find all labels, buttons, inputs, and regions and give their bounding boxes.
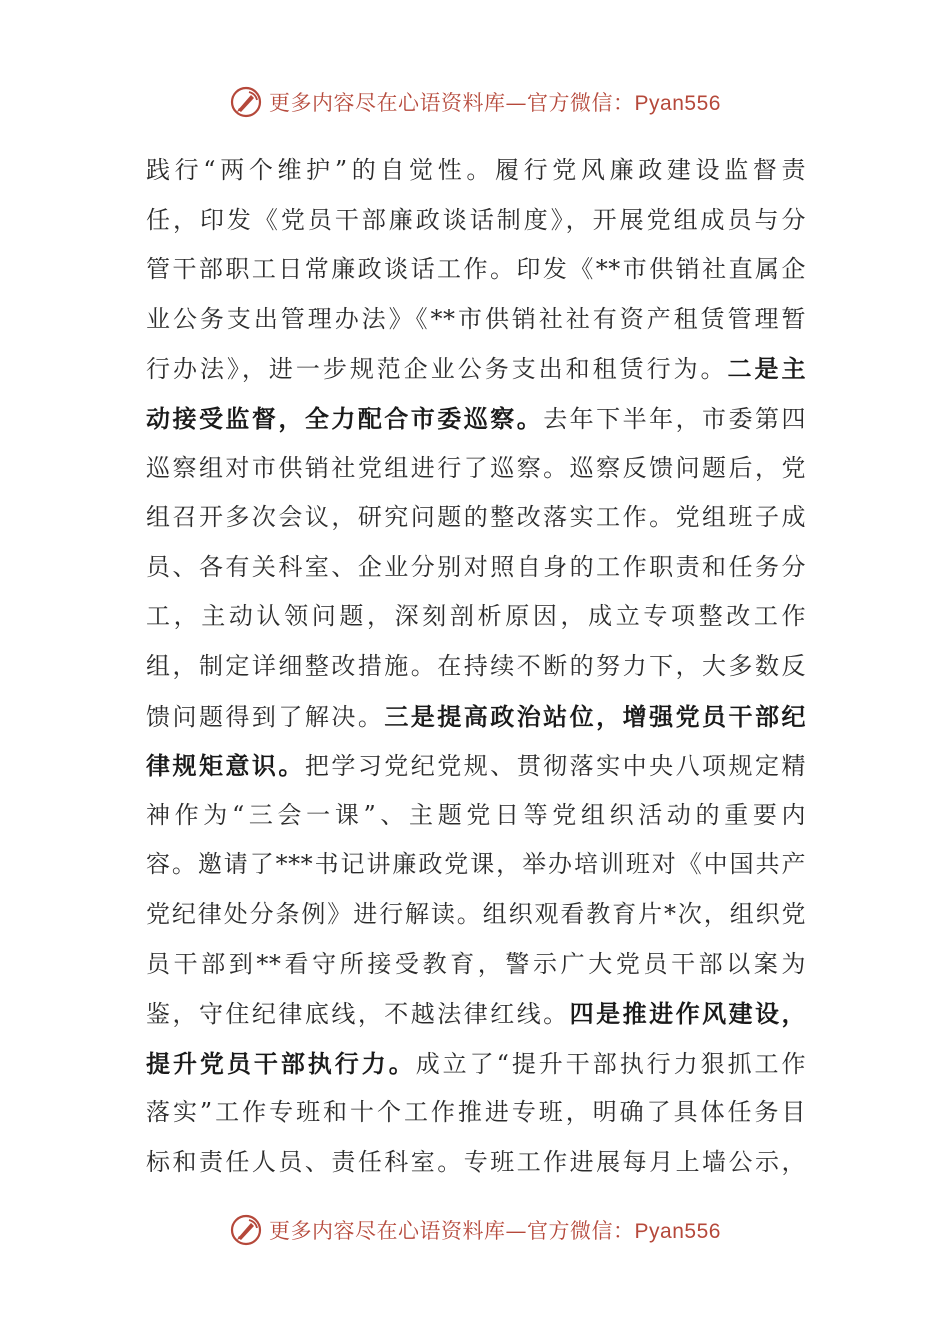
text-line bbox=[146, 196, 806, 246]
text-line bbox=[146, 741, 806, 791]
body-text-run: 馈问题得到了解决。 bbox=[146, 702, 385, 731]
body-text-run: 业公务支出管理办法》《**市供销社社有资产租赁管理暂 bbox=[146, 304, 806, 333]
body-text-run: 鉴，守住纪律底线，不越法律红线。 bbox=[146, 1000, 570, 1029]
text-line bbox=[146, 592, 806, 642]
text-line bbox=[146, 394, 806, 444]
bold-heading-text: 律规矩意识。 bbox=[146, 751, 305, 781]
body-text-run: 神作为“三会一课”、主题党日等党组织活动的重要内 bbox=[146, 800, 806, 829]
bold-heading-text: 二是主 bbox=[727, 354, 807, 384]
body-text-run: 标和责任人员、责任科室。专班工作进展每月上墙公示， bbox=[146, 1147, 806, 1176]
text-line bbox=[146, 692, 806, 742]
body-text-run: 行办法》，进一步规范企业公务支出和租赁行为。 bbox=[146, 355, 728, 384]
wechat-id: Pyan556 bbox=[634, 92, 721, 115]
text-line bbox=[146, 1039, 806, 1089]
bold-heading-text: 动接受监督，全力配合市委巡察。 bbox=[146, 403, 544, 433]
text-line bbox=[146, 791, 806, 841]
body-text-run: 把学习党纪党规、贯彻落实中央八项规定精 bbox=[304, 752, 806, 781]
body-text-run: 党纪律处分条例》进行解读。组织观看教育片*次，组织党 bbox=[146, 899, 806, 928]
header-watermark-text: 更多内容尽在心语资料库—官方微信：Pyan556 bbox=[269, 91, 721, 115]
text-line bbox=[146, 543, 806, 593]
text-line bbox=[146, 146, 806, 196]
body-text-run: 组，制定详细整改措施。在持续不断的努力下，大多数反 bbox=[146, 651, 806, 680]
text-line bbox=[146, 344, 806, 394]
text-line bbox=[146, 940, 806, 990]
body-text-run: 员、各有关科室、企业分别对照自身的工作职责和任务分 bbox=[146, 552, 806, 581]
body-text-run: 成立了“提升干部执行力狠抓工作 bbox=[415, 1049, 807, 1078]
bold-heading-text: 三是提高政治站位，增强党员干部纪 bbox=[384, 701, 806, 731]
pen-seal-logo-icon bbox=[229, 85, 263, 119]
body-text-run: 巡察组对市供销社党组进行了巡察。巡察反馈问题后，党 bbox=[146, 453, 806, 482]
text-line bbox=[146, 840, 806, 890]
text-line bbox=[146, 642, 806, 692]
text-line bbox=[146, 493, 806, 543]
text-line bbox=[146, 444, 806, 494]
text-line bbox=[146, 1088, 806, 1138]
body-text-run: 容。邀请了***书记讲廉政党课，举办培训班对《中国共产 bbox=[146, 850, 806, 879]
document-body bbox=[146, 146, 806, 1187]
text-line bbox=[146, 295, 806, 345]
body-text-run: 管干部职工日常廉政谈话工作。印发《**市供销社直属企 bbox=[146, 255, 806, 284]
body-text-run: 去年下半年，市委第四 bbox=[543, 404, 806, 433]
pen-seal-logo-icon bbox=[229, 1213, 263, 1247]
footer-watermark-text: 更多内容尽在心语资料库—官方微信：Pyan556 bbox=[269, 1219, 721, 1243]
text-line bbox=[146, 989, 806, 1039]
bold-heading-text: 四是推进作风建设， bbox=[569, 999, 807, 1029]
text-line bbox=[146, 890, 806, 940]
body-text-run: 组召开多次会议，研究问题的整改落实工作。党组班子成 bbox=[146, 503, 806, 532]
body-text-run: 任，印发《党员干部廉政谈话制度》，开展党组成员与分 bbox=[146, 205, 806, 234]
body-text-run: 工，主动认领问题，深刻剖析原因，成立专项整改工作 bbox=[146, 602, 806, 631]
wechat-id: Pyan556 bbox=[634, 1220, 721, 1243]
footer-watermark-banner bbox=[0, 1210, 950, 1250]
text-line bbox=[146, 245, 806, 295]
bold-heading-text: 提升党员干部执行力。 bbox=[146, 1048, 416, 1078]
body-text-run: 践行“两个维护”的自觉性。履行党风廉政建设监督责 bbox=[146, 156, 806, 184]
body-text-run: 落实”工作专班和十个工作推进专班，明确了具体任务目 bbox=[146, 1098, 806, 1127]
body-text-run: 员干部到**看守所接受教育，警示广大党员干部以案为 bbox=[146, 949, 806, 978]
text-line bbox=[146, 1138, 806, 1188]
header-watermark-banner bbox=[0, 82, 950, 122]
